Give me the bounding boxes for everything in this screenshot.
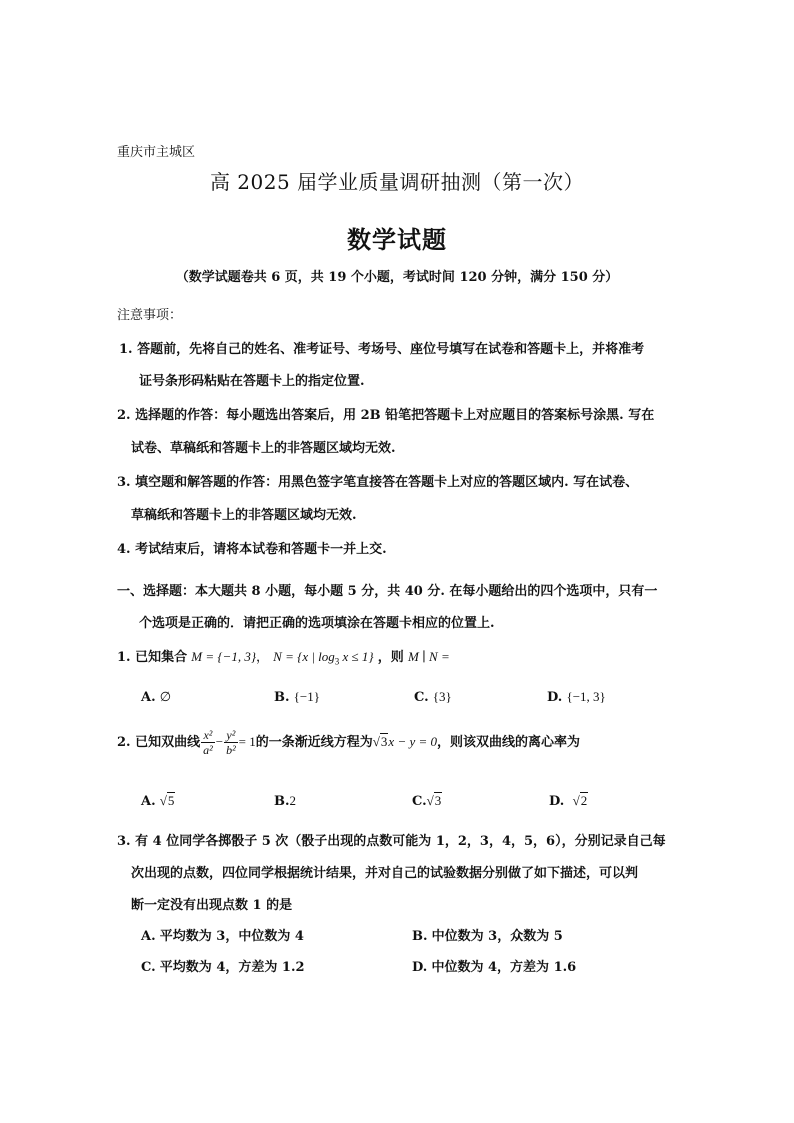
option-label: D. xyxy=(547,690,563,705)
option-label: A. xyxy=(141,794,156,809)
section1-line2: 个选项是正确的．请把正确的选项填涂在答题卡相应的位置上. xyxy=(139,616,495,631)
question-2-mid: 的一条渐近线方程为 xyxy=(255,735,373,750)
question-3-line1: 3. 有 4 位同学各掷骰子 5 次（骰子出现的点数可能为 1，2，3，4，5，6），分别记录自己每 xyxy=(117,834,666,849)
option-label: A. xyxy=(141,690,156,705)
section1-line1: 一、选择题：本大题共 8 小题，每小题 5 分，共 40 分. 在每小题给出的四个选项中，只有一 xyxy=(117,584,658,599)
set-n-post: x ≤ 1} xyxy=(339,649,374,664)
sqrt-symbol: √2 xyxy=(572,793,588,808)
option-text: 平均数为 3，中位数为 4 xyxy=(159,929,304,944)
option-label: B. xyxy=(412,929,428,944)
question-3-line2: 次出现的点数，四位同学根据统计结果，并对自己的试验数据分别做了如下描述，可以判 xyxy=(131,866,639,881)
notes-heading: 注意事项： xyxy=(117,308,183,323)
option-label: D. xyxy=(412,960,428,975)
q3-option-c xyxy=(141,956,305,975)
question-2-prefix: 2. 已知双曲线 xyxy=(117,735,201,750)
note-2-line1: 2. 选择题的作答：每小题选出答案后，用 2B 铅笔把答题卡上对应题目的答案标号涂黑. 写在 xyxy=(117,408,655,423)
question-3-line3: 断一定没有出现点数 1 的是 xyxy=(131,898,293,913)
note-3-line2: 草稿纸和答题卡上的非答题区域均无效. xyxy=(131,508,357,523)
sqrt-symbol: √3 xyxy=(426,793,442,808)
q2-option-b xyxy=(274,793,296,809)
q1-option-a xyxy=(141,689,171,705)
question-1-stem: 1. 已知集合 M = {−1, 3}， N = {x | $\log_3 x \le 1$} ，则 M ∣ N = xyxy=(117,649,450,667)
option-label: C. xyxy=(412,794,427,809)
option-text: ∅ xyxy=(159,689,172,704)
note-4-line1: 4. 考试结束后，请将本试卷和答题卡一并上交. xyxy=(117,542,387,557)
note-1-line2: 证号条形码粘贴在答题卡上的指定位置. xyxy=(139,374,365,389)
log-base: 3 xyxy=(334,656,340,667)
q1-option-d xyxy=(547,689,606,705)
option-label: B. xyxy=(274,690,290,705)
q2-option-c xyxy=(412,793,442,809)
option-text: 中位数为 4，方差为 1.6 xyxy=(431,960,577,975)
fraction-den: a² xyxy=(203,743,213,757)
exam-info: （数学试题卷共 6 页，共 19 个小题，考试时间 120 分钟，满分 150 分） xyxy=(175,270,619,285)
option-label: C. xyxy=(141,960,156,975)
fraction-num: x² xyxy=(201,728,215,743)
q3-option-b xyxy=(412,925,563,944)
option-text: 平均数为 4，方差为 1.2 xyxy=(159,960,305,975)
eq-tail: = 1 xyxy=(238,734,256,749)
subject-title: 数学试题 xyxy=(347,225,447,254)
option-label: B. xyxy=(274,794,290,809)
sqrt-symbol: √5 xyxy=(159,793,175,808)
q2-option-a xyxy=(141,793,175,809)
option-text: 中位数为 3，众数为 5 xyxy=(431,929,563,944)
exam-title: 高 2025 届学业质量调研抽测（第一次） xyxy=(209,170,585,194)
fraction-num: y² xyxy=(224,728,238,743)
fraction-x xyxy=(201,728,215,757)
question-1-expr: M ∣ N = xyxy=(407,649,450,664)
option-text: {−1, 3} xyxy=(566,689,606,704)
q2-option-d xyxy=(549,793,588,809)
sqrt-radicand: 5 xyxy=(167,793,175,808)
set-m: M = {−1, 3} xyxy=(191,649,257,664)
option-text: {−1} xyxy=(293,689,320,704)
question-2-ask: ，则该双曲线的离心率为 xyxy=(437,735,581,750)
option-label: A. xyxy=(141,929,156,944)
asymptote-tail: x − y = 0 xyxy=(388,734,438,749)
sqrt-radicand: 3 xyxy=(380,734,388,749)
fraction-y xyxy=(224,728,238,757)
note-2-line2: 试卷、草稿纸和答题卡上的非答题区域均无效. xyxy=(131,441,396,456)
sqrt-radicand: 3 xyxy=(434,793,442,808)
q1-option-c xyxy=(414,689,452,705)
question-2-stem: 2. 已知双曲线 $\frac{\text{x²}}{\text{a²}}$ − $\frac{\text{y²}}{\text{b²}}$ = 1的一条渐近线方程为√3x − y = 0，则该双曲线的离心率为 xyxy=(117,728,581,757)
fraction-den: b² xyxy=(226,743,236,757)
sqrt-symbol: √3 xyxy=(372,734,388,749)
q3-option-a xyxy=(141,925,304,944)
option-text: {3} xyxy=(432,689,452,704)
exam-region: 重庆市主城区 xyxy=(117,145,196,160)
question-1-ask: ，则 xyxy=(377,650,404,665)
q3-option-d xyxy=(412,956,576,975)
note-3-line1: 3. 填空题和解答题的作答：用黑色签字笔直接答在答题卡上对应的答题区域内. 写在试卷、 xyxy=(117,475,639,490)
option-label: C. xyxy=(414,690,429,705)
sqrt-radicand: 2 xyxy=(580,793,588,808)
note-1-line1: 1. 答题前，先将自己的姓名、准考证号、考场号、座位号填写在试卷和答题卡上，并将准考 xyxy=(119,342,645,357)
q1-option-b xyxy=(274,689,320,705)
set-n xyxy=(273,649,374,667)
question-1-prefix: 1. 已知集合 xyxy=(117,650,188,665)
option-label: D. xyxy=(549,794,565,809)
option-text: 2 xyxy=(289,793,297,808)
set-n-pre: N = {x | log xyxy=(273,649,335,664)
